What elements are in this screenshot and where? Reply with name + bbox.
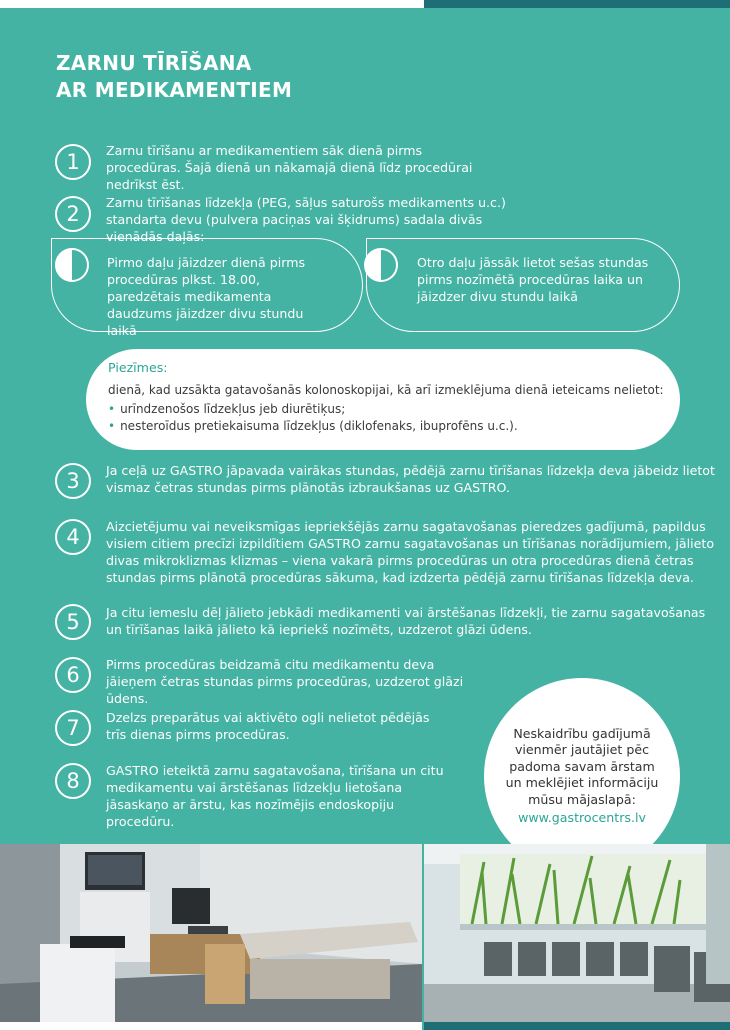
step-number-8: 8	[55, 763, 91, 799]
step-number-1: 1	[55, 144, 91, 180]
half-circle-icon	[55, 248, 89, 282]
step-7-text: Dzelzs preparātus vai aktivēto ogli nelietot pēdējās trīs dienas pirms procedūras.	[106, 710, 430, 742]
half-circle-icon	[364, 248, 398, 282]
waiting-room-photo	[424, 844, 730, 1030]
dose-part-2-text: Otro daļu jāssāk lietot sešas stundas pirms nozīmētā procedūras laika un jāizdzer divu stundu laikā	[417, 255, 649, 304]
bullet-icon: •	[108, 402, 116, 416]
info-text: Neskaidrību gadījumā vienmēr jautājiet pēc padoma savam ārstam un meklējiet informāciju mūsu mājaslapā:	[505, 725, 659, 807]
page-title	[56, 50, 292, 104]
page-title-line2: AR MEDIKAMENTIEM	[56, 78, 293, 102]
step-8-text: GASTRO ieteiktā zarnu sagatavošana, tīrīšana un citu medikamentu vai ārstēšanas līdzekļu lietošana jāsaskaņo ar ārstu, kas nozīmējis endoskopiju procedūru.	[106, 763, 444, 829]
step-1-text: Zarnu tīrīšanu ar medikamentiem sāk dienā pirms procedūras. Šajā dienā un nākamajā dienā līdz procedūrai nedrīkst ēst.	[106, 143, 473, 192]
notes-intro: dienā, kad uzsākta gatavošanās kolonoskopijai, kā arī izmeklējuma dienā ieteicams nelietot:	[108, 383, 664, 397]
step-2-text: Zarnu tīrīšanas līdzekļa (PEG, sāļus saturošs medikaments u.c.) standarta devu (pulvera paciņas vai šķidrums) sadala divās vienādās daļās:	[106, 195, 506, 244]
waiting-room-illustration	[424, 844, 730, 1030]
step-3-text: Ja ceļā uz GASTRO jāpavada vairākas stundas, pēdējā zarnu tīrīšanas līdzekļa deva jābeidz lietot vismaz četras stundas pirms plānotās izbraukšanas uz GASTRO.	[106, 463, 715, 495]
clinic-room-photo	[0, 844, 422, 1030]
clinic-room-illustration	[0, 844, 422, 1030]
step-number-6: 6	[55, 657, 91, 693]
step-5-text: Ja citu iemeslu dēļ jālieto jebkādi medikamenti vai ārstēšanas līdzekļi, tie zarnu sagatavošanas un tīrīšanas laikā jālieto kā iepriekš nozīmēts, uzdzerot glāzi ūdens.	[106, 605, 706, 637]
notes-box	[86, 349, 680, 450]
dose-part-1	[51, 238, 363, 338]
website-link[interactable]: www.gastrocentrs.lv	[518, 810, 646, 825]
dose-part-1-text: Pirmo daļu jāizdzer dienā pirms procedūras plkst. 18.00, paredzētais medikamenta daudzums jāizdzer divu stundu laikā	[107, 255, 306, 338]
step-4-text: Aizcietējumu vai neveiksmīgas iepriekšējās zarnu sagatavošanas pieredzes gadījumā, papildus visiem citiem precīzi izpildītiem GASTRO zarnu sagatavošanas un tīrīšanas norādījumiem, jālieto divas mikroklizmas klizmas – viena vakarā pirms procedūras un otra procedūras dienā četras stundas pirms plānotā procedūras sākuma, kad izdzerta pēdējā zarnu tīrīšanas līdzekļa deva.	[106, 519, 715, 585]
step-number-2: 2	[55, 196, 91, 232]
bottom-bar-accent	[424, 1022, 730, 1030]
notes-list-item: • urīndzenošos līdzekļus jeb diurētiķus;	[108, 402, 346, 416]
bottom-bar	[0, 1022, 422, 1030]
notes-list	[108, 401, 518, 435]
top-bar-accent	[424, 0, 730, 8]
notes-list-item: • nesteroīdus pretiekaisuma līdzekļus (diklofenaks, ibuprofēns u.c.).	[108, 419, 518, 433]
step-number-3: 3	[55, 463, 91, 499]
step-number-7: 7	[55, 710, 91, 746]
step-number-5: 5	[55, 604, 91, 640]
bullet-icon: •	[108, 419, 116, 433]
dose-part-2	[366, 238, 680, 332]
step-number-4: 4	[55, 519, 91, 555]
notes-title: Piezīmes:	[108, 360, 168, 375]
page-title-line1: ZARNU TĪRĪŠANA	[56, 51, 252, 75]
step-6-text: Pirms procedūras beidzamā citu medikamentu deva jāieņem četras stundas pirms procedūras, uzdzerot glāzi ūdens.	[106, 657, 464, 706]
